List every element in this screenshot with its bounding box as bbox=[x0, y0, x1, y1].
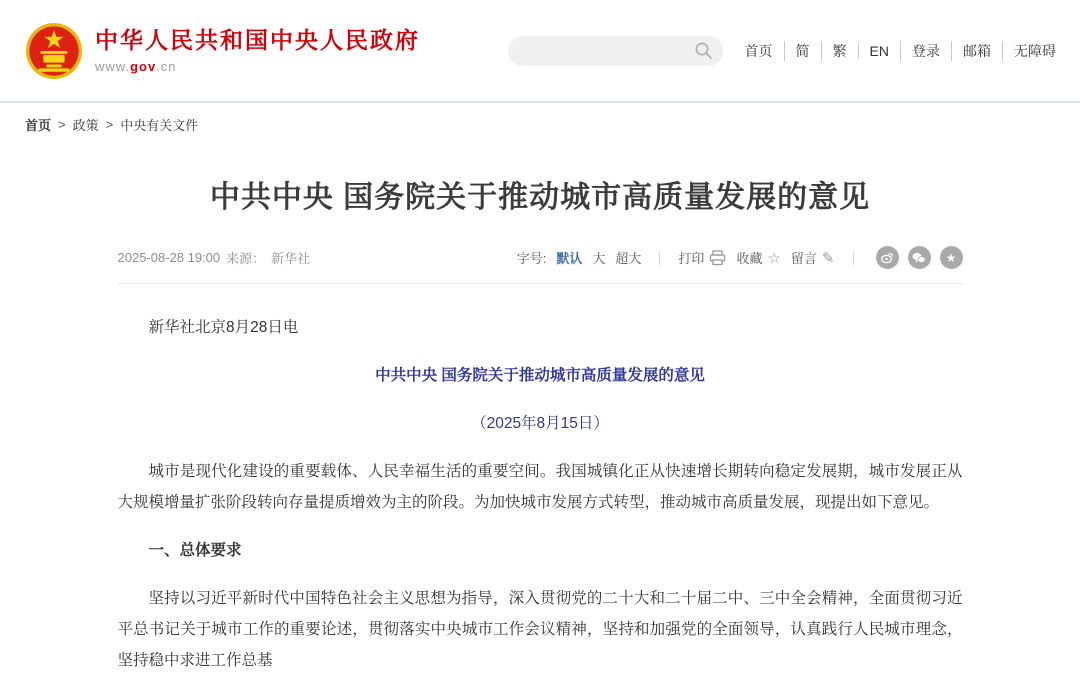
site-url bbox=[95, 59, 420, 74]
section-heading: 一、总体要求 bbox=[148, 542, 242, 559]
favorite-button[interactable] bbox=[736, 248, 780, 267]
national-emblem-icon bbox=[25, 22, 83, 80]
print-label: 打印 bbox=[678, 251, 705, 266]
publish-datetime: 2025-08-28 19:00 bbox=[117, 250, 221, 265]
comment-label: 留言 bbox=[790, 251, 817, 266]
pencil-icon: ✎ bbox=[821, 249, 835, 267]
search-icon[interactable] bbox=[694, 41, 713, 60]
site-header bbox=[0, 0, 1080, 103]
nav-simplified[interactable]: 简 bbox=[784, 41, 821, 61]
divider bbox=[853, 251, 854, 265]
wechat-share-icon[interactable] bbox=[908, 246, 931, 269]
search-box[interactable] bbox=[508, 36, 723, 66]
paragraph: 坚持以习近平新时代中国特色社会主义思想为指导，深入贯彻党的二十大和二十届二中、三中全会精神，全面贯彻习近平总书记关于城市工作的重要论述，贯彻落实中央城市工作会议精神，坚持和加强党的全面领导，认真践行人民城市理念，坚持稳中求进工作总基 bbox=[117, 590, 963, 669]
weibo-share-icon[interactable] bbox=[876, 246, 899, 269]
page-title: 中共中央 国务院关于推动城市高质量发展的意见 bbox=[209, 181, 871, 214]
paragraph: 城市是现代化建设的重要载体、人民幸福生活的重要空间。我国城镇化正从快速增长期转向稳定发展期，城市发展正从大规模增量扩张阶段转向存量提质增效为主的阶段。为加快城市发展方式转型，推动城市高质量发展，现提出如下意见。 bbox=[117, 463, 963, 511]
breadcrumb bbox=[0, 103, 1080, 134]
article-meta-row bbox=[118, 246, 963, 284]
document-date: （2025年8月15日） bbox=[471, 415, 609, 432]
comment-button[interactable] bbox=[791, 248, 835, 267]
dateline: 新华社北京8月28日电 bbox=[148, 319, 299, 336]
article bbox=[118, 172, 963, 676]
document-title: 中共中央 国务院关于推动城市高质量发展的意见 bbox=[375, 367, 705, 384]
site-title: 中华人民共和国中央人民政府 bbox=[95, 27, 420, 54]
site-url-gov: gov bbox=[130, 58, 157, 74]
font-size-large-button[interactable]: 大 bbox=[592, 251, 606, 266]
breadcrumb-separator: > bbox=[105, 117, 114, 132]
print-button[interactable] bbox=[678, 248, 726, 267]
star-icon: ☆ bbox=[767, 249, 781, 267]
breadcrumb-policy[interactable]: 政策 bbox=[72, 118, 99, 133]
site-brand[interactable] bbox=[25, 22, 420, 80]
nav-accessibility[interactable]: 无障碍 bbox=[1002, 41, 1056, 61]
breadcrumb-separator: > bbox=[58, 117, 66, 132]
article-meta-right bbox=[517, 246, 963, 269]
nav-login[interactable]: 登录 bbox=[900, 41, 951, 61]
font-size-xlarge-button[interactable]: 超大 bbox=[615, 251, 642, 266]
favorite-label: 收藏 bbox=[736, 251, 763, 266]
nav-traditional[interactable]: 繁 bbox=[821, 41, 858, 61]
article-body bbox=[118, 312, 963, 676]
share-buttons bbox=[876, 246, 963, 269]
printer-icon bbox=[709, 250, 726, 266]
site-url-suffix: .cn bbox=[156, 58, 177, 74]
breadcrumb-current[interactable]: 中央有关文件 bbox=[120, 118, 199, 133]
source-name[interactable]: 新华社 bbox=[271, 251, 311, 266]
source-label: 来源： bbox=[226, 251, 266, 266]
article-meta-left bbox=[118, 248, 311, 267]
nav-home[interactable]: 首页 bbox=[744, 42, 773, 59]
top-nav bbox=[745, 41, 1056, 61]
qzone-share-icon[interactable]: ★ bbox=[940, 246, 963, 269]
divider bbox=[659, 251, 660, 265]
nav-english[interactable]: EN bbox=[858, 43, 900, 59]
search-input[interactable] bbox=[522, 43, 694, 58]
nav-mailbox[interactable]: 邮箱 bbox=[951, 41, 1002, 61]
font-size-label: 字号: bbox=[516, 251, 547, 266]
breadcrumb-home[interactable]: 首页 bbox=[25, 118, 52, 133]
site-url-prefix: www. bbox=[95, 58, 131, 74]
font-size-default-button[interactable]: 默认 bbox=[556, 251, 583, 266]
